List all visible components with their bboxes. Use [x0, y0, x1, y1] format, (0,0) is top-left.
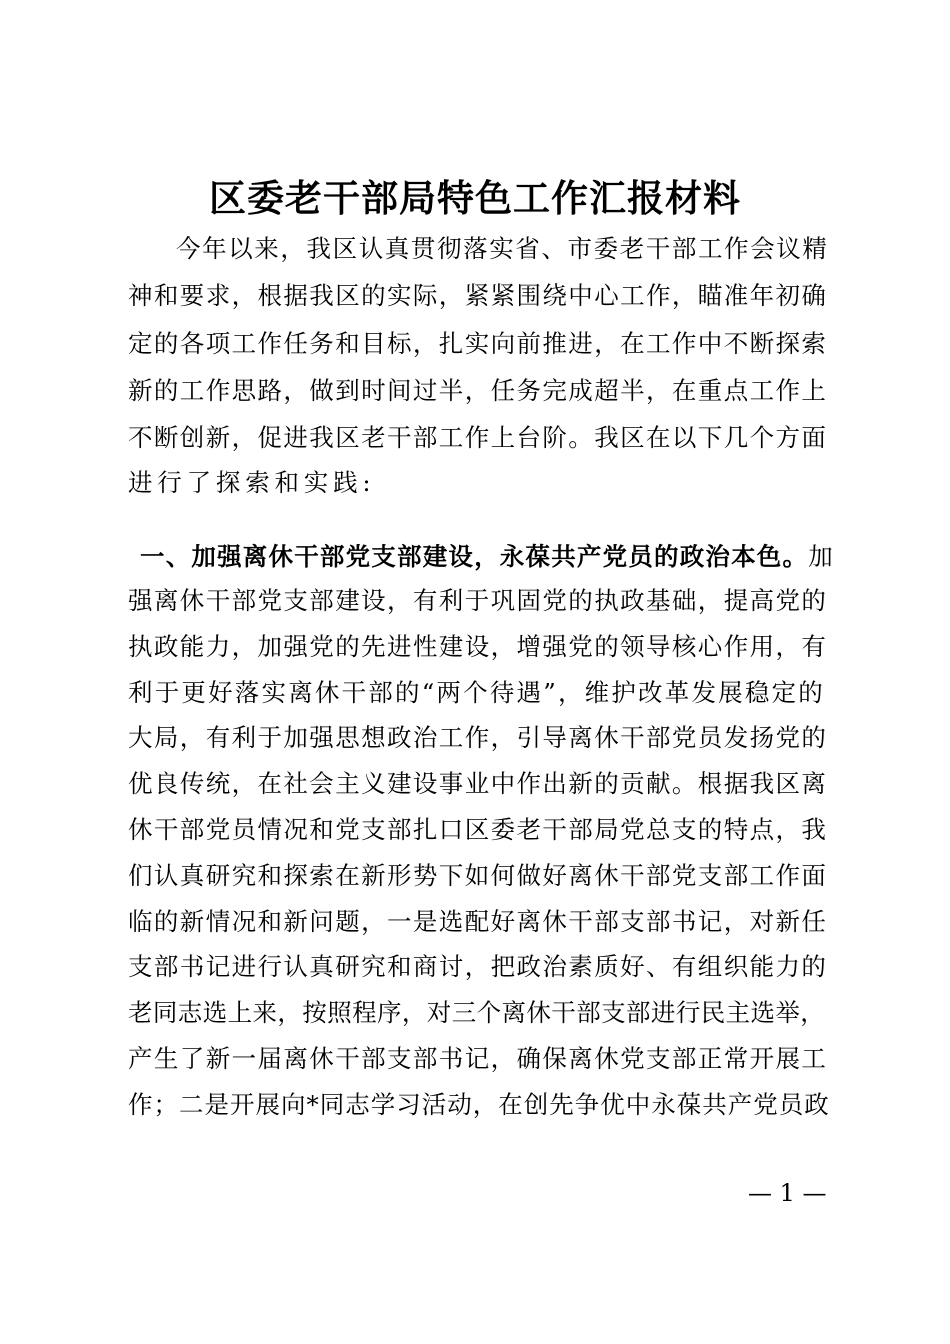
section-1-line: 强离休干部党支部建设，有利于巩固党的执政基础，提高党的: [128, 586, 828, 615]
section-1-line: 支部书记进行认真研究和商讨，把政治素质好、有组织能力的: [128, 952, 828, 981]
section-1-first-line: [140, 537, 830, 577]
section-1-line: 利于更好落实离休干部的“两个待遇”，维护改革发展稳定的: [128, 678, 825, 707]
section-1-line: 产生了新一届离休干部支部书记，确保离休党支部正常开展工: [128, 1044, 828, 1073]
section-1-first-line-tail: 加: [808, 542, 830, 571]
intro-line-5: 不断创新，促进我区老干部工作上台阶。我区在以下几个方面: [128, 423, 828, 452]
section-1-line: 临的新情况和新问题，一是选配好离休干部支部书记，对新任: [128, 907, 828, 936]
page-number: — 1 —: [748, 1179, 827, 1207]
section-1-line: 执政能力，加强党的先进性建设，增强党的领导核心作用，有: [128, 632, 828, 661]
intro-line-6: 进行了探索和实践:: [128, 468, 376, 497]
intro-line-3: 定的各项工作任务和目标，扎实向前推进，在工作中不断探索: [128, 329, 828, 358]
intro-line-4: 新的工作思路，做到时间过半，任务完成超半，在重点工作上: [128, 376, 828, 405]
document-title: 区委老干部局特色工作汇报材料: [209, 176, 741, 220]
section-1-line: 大局，有利于加强思想政治工作，引导离休干部党员发扬党的: [128, 723, 828, 752]
section-1-line: 作；二是开展向*同志学习活动，在创先争优中永葆共产党员政: [128, 1090, 830, 1119]
intro-line-1: 今年以来，我区认真贯彻落实省、市委老干部工作会议精: [176, 234, 829, 263]
section-1-line: 们认真研究和探索在新形势下如何做好离休干部党支部工作面: [128, 861, 828, 890]
section-1-heading: 一、加强离休干部党支部建设，永葆共产党员的政治本色。: [140, 542, 809, 571]
section-1-line: 休干部党员情况和党支部扎口区委老干部局党总支的特点，我: [128, 815, 828, 844]
section-1-line: 老同志选上来，按照程序，对三个离休干部支部进行民主选举，: [128, 998, 826, 1027]
section-1-line: 优良传统，在社会主义建设事业中作出新的贡献。根据我区离: [128, 769, 828, 798]
intro-line-2: 神和要求，根据我区的实际，紧紧围绕中心工作，瞄准年初确: [128, 281, 828, 310]
